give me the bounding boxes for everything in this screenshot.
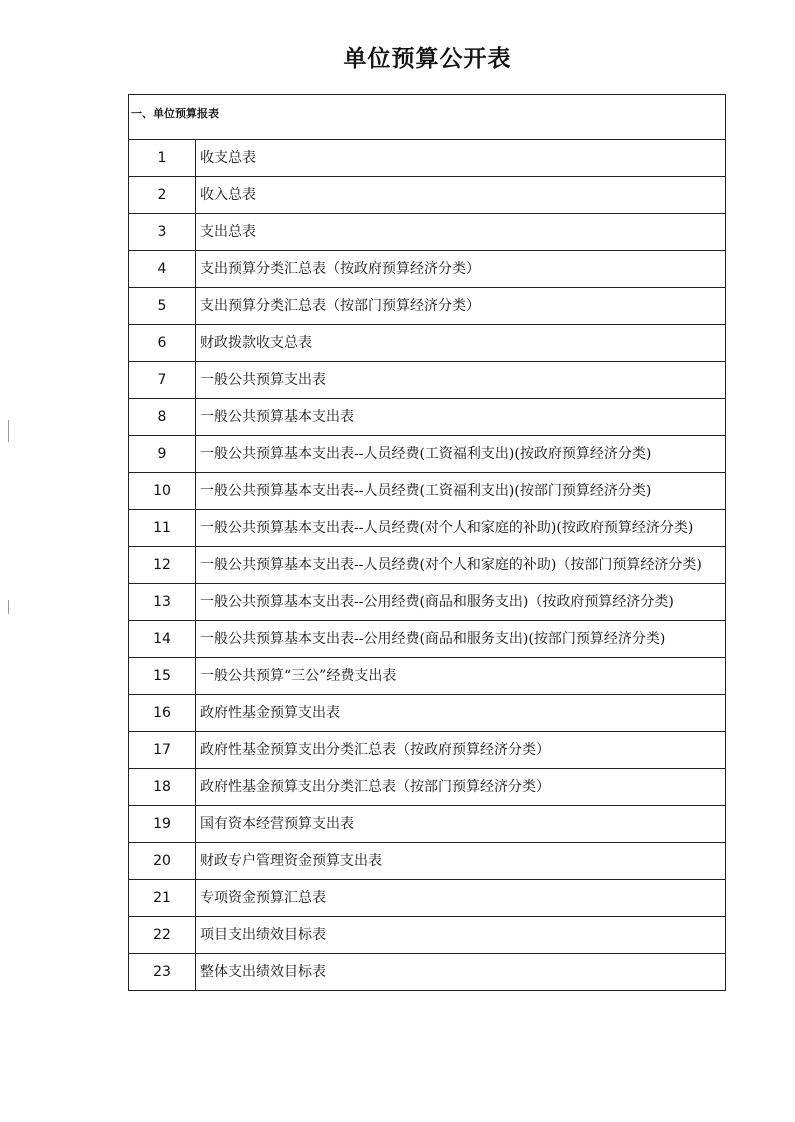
report-title: 财政拨款收支总表 [196,325,726,362]
section-heading: 一、单位预算报表 [129,95,726,140]
row-number: 3 [129,214,196,251]
row-number: 10 [129,473,196,510]
report-title: 支出预算分类汇总表（按政府预算经济分类） [196,251,726,288]
table-row [129,806,726,843]
report-title: 一般公共预算基本支出表--人员经费(对个人和家庭的补助)(按政府预算经济分类) [196,510,726,547]
row-number: 17 [129,732,196,769]
report-title: 支出总表 [196,214,726,251]
report-index-body [129,95,726,991]
report-index-table [128,94,726,991]
report-title: 一般公共预算基本支出表--公用经费(商品和服务支出)（按政府预算经济分类) [196,584,726,621]
row-number: 9 [129,436,196,473]
row-number: 20 [129,843,196,880]
row-number: 8 [129,399,196,436]
report-title: 收入总表 [196,177,726,214]
table-row [129,880,726,917]
table-row [129,288,726,325]
table-row [129,658,726,695]
row-number: 4 [129,251,196,288]
report-title: 一般公共预算基本支出表 [196,399,726,436]
table-row [129,177,726,214]
row-number: 21 [129,880,196,917]
row-number: 15 [129,658,196,695]
report-title: 国有资本经营预算支出表 [196,806,726,843]
row-number: 13 [129,584,196,621]
table-row [129,510,726,547]
report-title: 收支总表 [196,140,726,177]
row-number: 11 [129,510,196,547]
table-row [129,732,726,769]
report-title: 整体支出绩效目标表 [196,954,726,991]
report-title: 一般公共预算基本支出表--人员经费(工资福利支出)(按部门预算经济分类) [196,473,726,510]
table-row [129,399,726,436]
table-row [129,584,726,621]
scan-edge-mark [8,420,9,442]
row-number: 6 [129,325,196,362]
row-number: 12 [129,547,196,584]
report-title: 财政专户管理资金预算支出表 [196,843,726,880]
row-number: 5 [129,288,196,325]
report-title: 项目支出绩效目标表 [196,917,726,954]
report-title: 政府性基金预算支出分类汇总表（按政府预算经济分类） [196,732,726,769]
report-title: 一般公共预算基本支出表--人员经费(工资福利支出)(按政府预算经济分类) [196,436,726,473]
table-row [129,362,726,399]
table-row [129,214,726,251]
row-number: 23 [129,954,196,991]
report-title: 一般公共预算基本支出表--公用经费(商品和服务支出)(按部门预算经济分类) [196,621,726,658]
row-number: 22 [129,917,196,954]
report-title: 一般公共预算基本支出表--人员经费(对个人和家庭的补助)（按部门预算经济分类) [196,547,726,584]
report-title: 政府性基金预算支出分类汇总表（按部门预算经济分类） [196,769,726,806]
report-title: 一般公共预算支出表 [196,362,726,399]
table-row [129,547,726,584]
row-number: 2 [129,177,196,214]
table-row [129,843,726,880]
table-row [129,436,726,473]
table-row [129,769,726,806]
scan-edge-mark [8,600,9,614]
table-row [129,325,726,362]
table-row [129,621,726,658]
table-row [129,473,726,510]
report-title: 政府性基金预算支出表 [196,695,726,732]
row-number: 19 [129,806,196,843]
table-row [129,140,726,177]
row-number: 16 [129,695,196,732]
report-title: 专项资金预算汇总表 [196,880,726,917]
row-number: 1 [129,140,196,177]
row-number: 7 [129,362,196,399]
report-title: 支出预算分类汇总表（按部门预算经济分类） [196,288,726,325]
table-row [129,954,726,991]
table-row [129,695,726,732]
page-title: 单位预算公开表 [343,46,512,72]
report-title: 一般公共预算“三公”经费支出表 [196,658,726,695]
table-row [129,917,726,954]
table-row [129,251,726,288]
row-number: 14 [129,621,196,658]
section-header-row [129,95,726,140]
row-number: 18 [129,769,196,806]
